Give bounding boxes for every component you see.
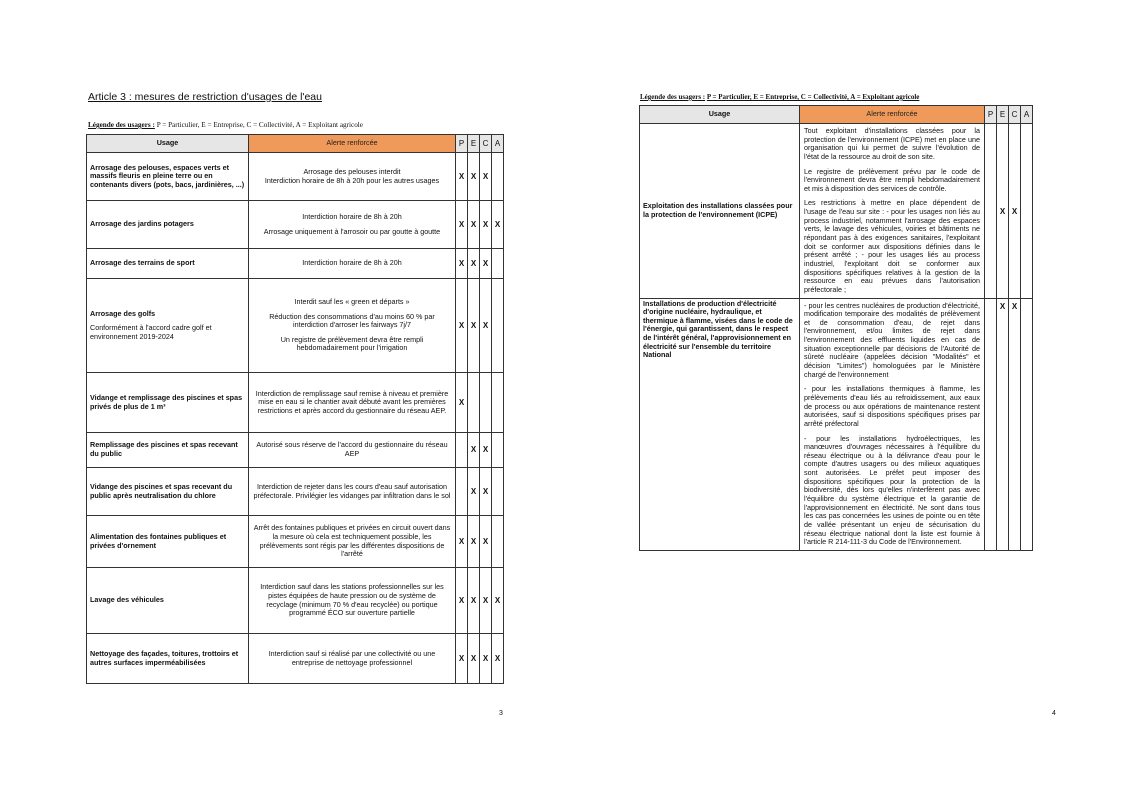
- header-c: C: [1009, 106, 1021, 124]
- flag-e: X: [468, 153, 480, 201]
- table-row: [87, 634, 504, 684]
- alert-cell: [249, 568, 456, 634]
- alert-line: Interdiction de remplissage sauf remise à niveau et première mise en eau si le chantier avait débuté avant les premières restrictions et après accord du gestionnaire du réseau AEP.: [255, 388, 449, 415]
- flag-e: X: [468, 568, 480, 634]
- flag-c: X: [480, 249, 492, 279]
- header-p: P: [985, 106, 997, 124]
- usage-cell: Vidange et remplissage des piscines et spas privés de plus de 1 m³: [87, 373, 249, 433]
- flag-p: X: [456, 634, 468, 684]
- legend-title: Légende des usagers :: [88, 121, 155, 129]
- alert-paragraph: Le registre de prélèvement prévu par le code de l'environnement devra être rempli hebdomadairement et mis à disposition des services de contrôle.: [804, 166, 980, 193]
- legend: [88, 121, 363, 129]
- alert-line: Arrosage uniquement à l'arrosoir ou par goutte à goutte: [263, 226, 441, 236]
- flag-a: [492, 249, 504, 279]
- table-row: [87, 468, 504, 516]
- header-e: E: [997, 106, 1009, 124]
- page-number: 3: [499, 710, 503, 717]
- header-e: E: [468, 135, 480, 153]
- alert-line: Interdiction de rejeter dans les cours d'eau sauf autorisation préfectorale. Privilégier les vidanges par infiltration dans le sol: [253, 481, 451, 500]
- alert-cell: [249, 153, 456, 201]
- header-usage: Usage: [640, 106, 800, 124]
- alert-line: Interdiction horaire de 8h à 20h: [302, 211, 402, 221]
- flag-e: X: [468, 279, 480, 373]
- usage-cell: Vidange des piscines et spas recevant du public après neutralisation du chlore: [87, 468, 249, 516]
- page-number: 4: [1052, 710, 1056, 717]
- table-row: [87, 433, 504, 468]
- flag-a: [1021, 124, 1033, 299]
- usage-cell: Installations de production d'électricité d'origine nucléaire, hydraulique, et thermique à flamme, visées dans le code de l'énergie, qui garantissent, dans le respect de l'intérêt général, l'approvisionnement en électricité sur l'ensemble du territoire National: [640, 298, 800, 550]
- usage-cell: Nettoyage des façades, toitures, trottoirs et autres surfaces imperméabilisées: [87, 634, 249, 684]
- restrictions-table: [86, 134, 504, 684]
- flag-c: X: [480, 516, 492, 568]
- flag-e: X: [997, 124, 1009, 299]
- usage-cell: [87, 279, 249, 373]
- flag-p: [985, 298, 997, 550]
- table-row: [87, 201, 504, 249]
- alert-cell: [249, 516, 456, 568]
- alert-line: Interdiction sauf si réalisé par une collectivité ou une entreprise de nettoyage professionnel: [268, 648, 436, 667]
- header-alert: Alerte renforcée: [249, 135, 456, 153]
- flag-e: X: [468, 433, 480, 468]
- alert-cell: [249, 634, 456, 684]
- page-right: [570, 0, 1140, 806]
- table-row: [640, 298, 1033, 550]
- flag-p: X: [456, 249, 468, 279]
- legend-text: P = Particulier, E = Entreprise, C = Collectivité, A = Exploitant agricole: [156, 121, 363, 129]
- legend-text: P = Particulier, E = Entreprise, C = Collectivité, A = Exploitant agricole: [706, 93, 920, 101]
- flag-a: [492, 153, 504, 201]
- legend: [640, 93, 919, 101]
- flag-c: X: [480, 468, 492, 516]
- flag-p: X: [456, 373, 468, 433]
- flag-e: [468, 373, 480, 433]
- alert-line: Interdiction sauf dans les stations professionnelles sur les pistes équipées de haute pression ou de système de recyclage (minimum 70 % d'eau recyclée) ou portique programmé ÉCO sur ouverture partielle: [260, 582, 444, 618]
- header-c: C: [480, 135, 492, 153]
- alert-cell: [800, 298, 985, 550]
- flag-c: X: [480, 201, 492, 249]
- alert-line: Interdiction horaire de 8h à 20h: [302, 258, 402, 268]
- flag-p: X: [456, 279, 468, 373]
- usage-cell: Arrosage des jardins potagers: [87, 201, 249, 249]
- flag-c: X: [480, 568, 492, 634]
- flag-p: [456, 468, 468, 516]
- flag-a: [492, 468, 504, 516]
- alert-line: Interdiction horaire de 8h à 20h pour les autres usages: [264, 175, 440, 185]
- article-title: Article 3 : mesures de restriction d'usages de l'eau: [88, 91, 322, 103]
- flag-a: X: [492, 568, 504, 634]
- table-row: [640, 124, 1033, 299]
- flag-a: X: [492, 634, 504, 684]
- header-a: A: [1021, 106, 1033, 124]
- table-row: [87, 568, 504, 634]
- flag-p: [456, 433, 468, 468]
- flag-c: X: [1009, 124, 1021, 299]
- usage-label: Arrosage des golfs: [90, 308, 156, 318]
- alert-cell: [249, 433, 456, 468]
- flag-a: [492, 433, 504, 468]
- flag-e: X: [468, 468, 480, 516]
- restrictions-table: [639, 105, 1033, 551]
- alert-cell: [249, 373, 456, 433]
- table-row: [87, 153, 504, 201]
- flag-e: X: [468, 634, 480, 684]
- table-header-row: [87, 135, 504, 153]
- alert-line: Autorisé sous réserve de l'accord du gestionnaire du réseau AEP: [256, 440, 448, 458]
- flag-c: X: [480, 279, 492, 373]
- flag-e: X: [468, 249, 480, 279]
- flag-e: X: [468, 516, 480, 568]
- flag-e: X: [468, 201, 480, 249]
- alert-paragraph: Les restrictions à mettre en place dépendent de l'usage de l'eau sur site : - pour les usages non liés au process industriel, notamment l'arrosage des espaces verts, le lavage des véhicules, voiries et bâtiments ne répondant pas à des exigences sanitaires, l'exploitant doit se conformer aux dispositions définies dans le présent arrêté ; - pour les usages liés au process industriel, l'exploitant doit se conformer aux dispositions spécifiques relatives à la gestion de la ressource en eau prévues dans l'autorisation préfectorale ;: [804, 198, 980, 294]
- alert-cell: [249, 201, 456, 249]
- alert-paragraph: - pour les installations hydroélectriques, les manœuvres d'ouvrages nécessaires à l'équilibre du réseau électrique ou à la délivrance d'eau pour le compte d'autres usagers ou des milieux aquatiques sont autorisées. Le préfet peut imposer des dispositions spécifiques pour la protection de la biodiversité, dès lors qu'elles n'interfèrent pas avec l'équilibre du système électrique et la garantie de l'approvisionnement en électricité. Ne sont dans tous les cas pas concernées les usines de pointe ou en tête de vallée présentant un enjeu de sécurisation du réseau électrique national dont la liste est fournie à l'article R 214-111-3 du Code de l'Environnement.: [804, 433, 980, 547]
- flag-p: X: [456, 568, 468, 634]
- flag-p: [985, 124, 997, 299]
- header-alert: Alerte renforcée: [800, 106, 985, 124]
- header-usage: Usage: [87, 135, 249, 153]
- usage-cell: Remplissage des piscines et spas recevant du public: [87, 433, 249, 468]
- alert-cell: [800, 124, 985, 299]
- flag-c: X: [480, 433, 492, 468]
- flag-a: [1021, 298, 1033, 550]
- table-row: [87, 279, 504, 373]
- alert-paragraph: Tout exploitant d'installations classées pour la protection de l'environnement (ICPE) met en place une organisation qui lui permet de suivre l'évolution de l'état de la ressource au droit de son site.: [804, 126, 980, 161]
- table-header-row: [640, 106, 1033, 124]
- alert-paragraph: - pour les centres nucléaires de production d'électricité, modification temporaire des modalités de prélèvement et de consommation d'eau, de rejet dans l'environnement, et/ou limites de rejet dans l'environnement des effluents liquides en cas de situation exceptionnelle par décisions de l'Autorité de sûreté nucléaire (appelées décision "Modalités" et décision "Limites") homologuées par le Ministère chargé de l'environnement: [804, 300, 980, 379]
- flag-a: [492, 373, 504, 433]
- usage-cell: Arrosage des pelouses, espaces verts et massifs fleuris en pleine terre ou en contenants divers (pots, bacs, jardinières, ...): [87, 153, 249, 201]
- legend-title: Légende des usagers :: [640, 93, 706, 101]
- flag-p: X: [456, 516, 468, 568]
- flag-c: X: [1009, 298, 1021, 550]
- flag-p: X: [456, 153, 468, 201]
- alert-cell: [249, 249, 456, 279]
- alert-line: Réduction des consommations d'au moins 60 % par interdiction d'arroser les fairways 7j/7: [269, 311, 435, 330]
- flag-c: X: [480, 634, 492, 684]
- table-row: [87, 516, 504, 568]
- table-row: [87, 373, 504, 433]
- alert-line: Arrosage des pelouses interdit: [303, 166, 401, 176]
- alert-cell: [249, 468, 456, 516]
- table-row: [87, 249, 504, 279]
- usage-cell: Lavage des véhicules: [87, 568, 249, 634]
- alert-line: Interdit sauf les « green et départs »: [294, 296, 410, 306]
- alert-line: Arrêt des fontaines publiques et privées en circuit ouvert dans la mesure où cela est techniquement possible, les prélèvements sont régis par les différentes dispositions de l'arrêté: [253, 523, 451, 559]
- usage-note: Conformément à l'accord cadre golf et environnement 2019-2024: [90, 323, 212, 341]
- flag-a: [492, 516, 504, 568]
- alert-line: Un registre de prélèvement devra être rempli hebdomadairement pour l'irrigation: [280, 334, 424, 353]
- alert-paragraph: - pour les installations thermiques à flamme, les prélèvements d'eau liés au refroidissement, aux eaux de process ou aux opérations de maintenance restent autorisées, sauf si dispositions spécifiques prises par arrêté préfectoral: [804, 384, 980, 428]
- usage-cell: Arrosage des terrains de sport: [87, 249, 249, 279]
- usage-cell: Alimentation des fontaines publiques et privées d'ornement: [87, 516, 249, 568]
- flag-c: [480, 373, 492, 433]
- flag-a: [492, 279, 504, 373]
- flag-p: X: [456, 201, 468, 249]
- header-a: A: [492, 135, 504, 153]
- header-p: P: [456, 135, 468, 153]
- flag-c: X: [480, 153, 492, 201]
- flag-e: X: [997, 298, 1009, 550]
- usage-cell: Exploitation des installations classées pour la protection de l'environnement (ICPE): [640, 124, 800, 299]
- flag-a: X: [492, 201, 504, 249]
- alert-cell: [249, 279, 456, 373]
